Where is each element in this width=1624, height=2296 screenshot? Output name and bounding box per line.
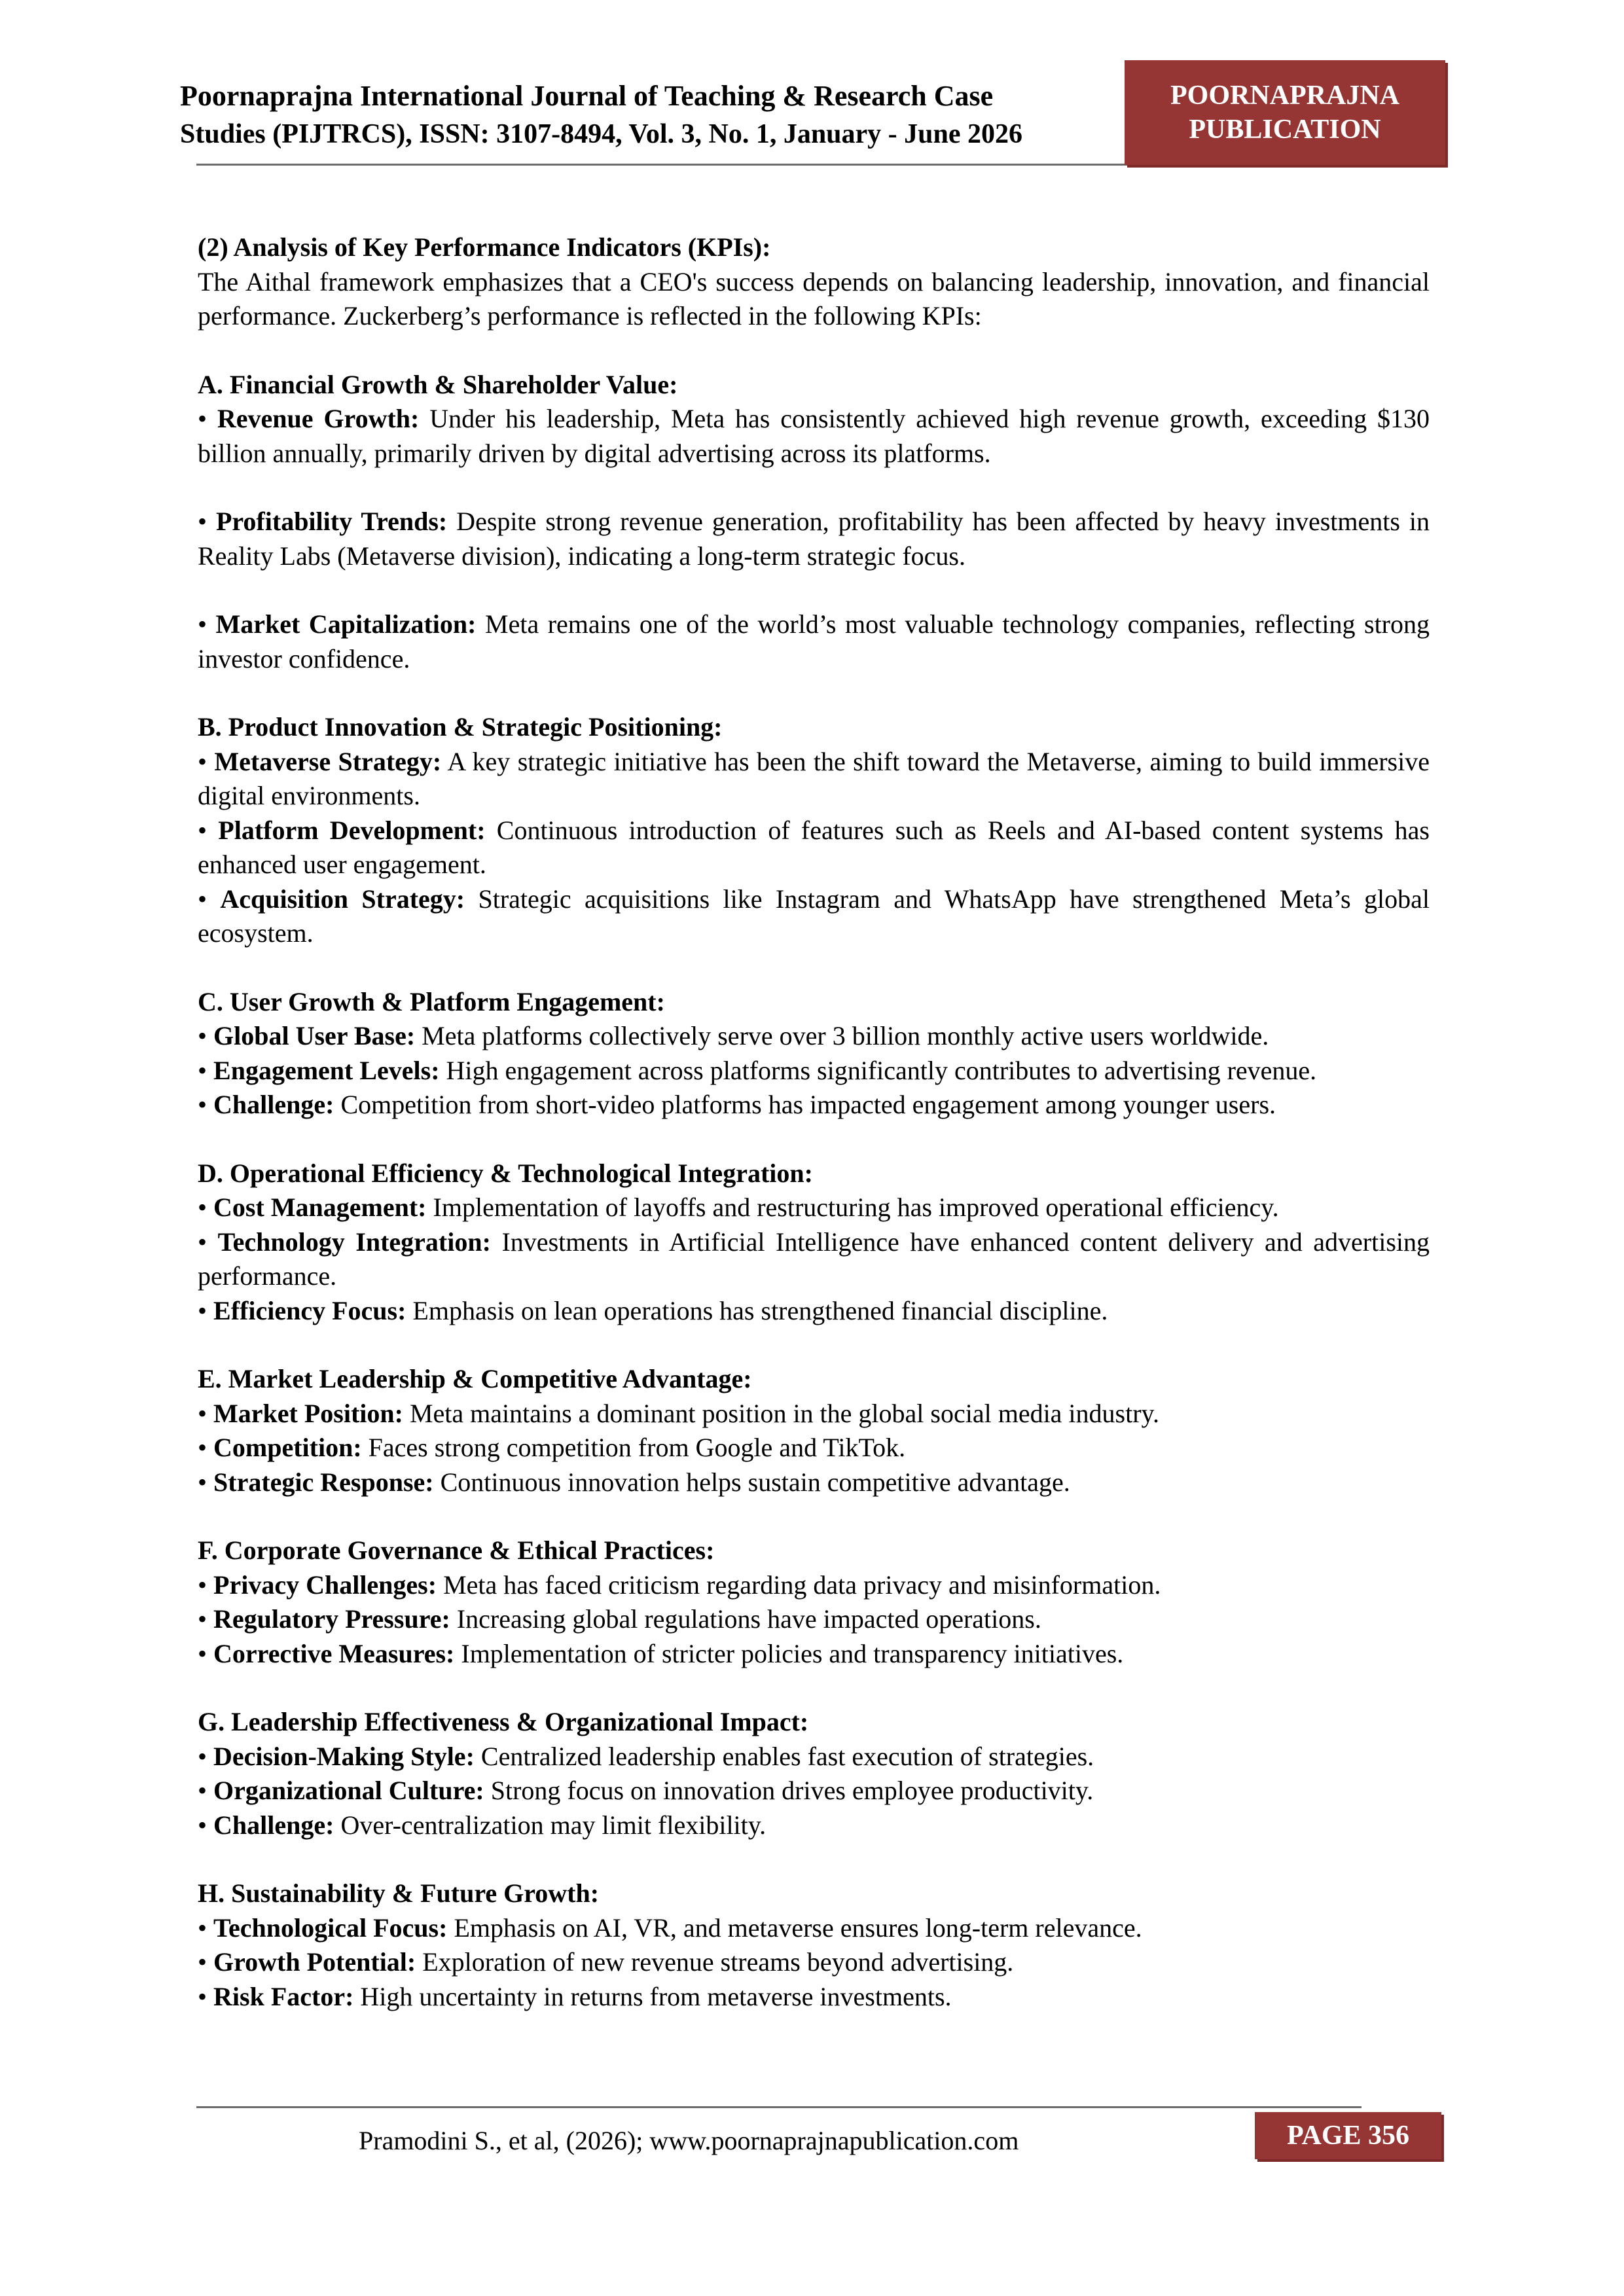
kpi-bullet: • Cost Management: Implementation of layoffs and restructuring has improved operational efficiency. xyxy=(198,1193,1279,1222)
kpi-label: Market Position: xyxy=(213,1398,403,1428)
kpi-bullet: • Challenge: Over-centralization may limit flexibility. xyxy=(198,1810,767,1840)
kpi-text: Implementation of stricter policies and transparency initiatives. xyxy=(454,1638,1124,1668)
kpi-bullet: • Metaverse Strategy: A key strategic initiative has been the shift toward the Metaverse, aiming to build immersive digital environments. xyxy=(198,746,1430,810)
kpi-text: Meta maintains a dominant position in the global social media industry. xyxy=(403,1398,1159,1428)
kpi-text: Strong focus on innovation drives employee productivity. xyxy=(484,1776,1094,1805)
kpi-bullet: • Technology Integration: Investments in Artificial Intelligence have enhanced content delivery and advertising performance. xyxy=(198,1227,1430,1291)
kpi-text: Investments in Artificial Intelligence have enhanced content delivery and advertising performance. xyxy=(198,1227,1430,1291)
subsection-heading: F. Corporate Governance & Ethical Practices: xyxy=(198,1535,715,1565)
kpi-text: Despite strong revenue generation, profitability has been affected by heavy investments in Reality Labs (Metaverse division), indicating a long-term strategic focus. xyxy=(198,507,1430,571)
kpi-bullet: • Regulatory Pressure: Increasing global regulations have impacted operations. xyxy=(198,1604,1041,1634)
kpi-text: Implementation of layoffs and restructuring has improved operational efficiency. xyxy=(426,1193,1279,1222)
kpi-text: Faces strong competition from Google and TikTok. xyxy=(361,1433,906,1462)
kpi-label: Acquisition Strategy: xyxy=(220,884,465,914)
kpi-bullet: • Privacy Challenges: Meta has faced criticism regarding data privacy and misinformation. xyxy=(198,1570,1161,1600)
kpi-label: Corrective Measures: xyxy=(213,1638,455,1668)
kpi-bullet: • Profitability Trends: Despite strong revenue generation, profitability has been affected by heavy investments in Reality Labs (Metaverse division), indicating a long-term strategic focus. xyxy=(198,507,1430,571)
journal-issn-volume: ISSN: 3107-8494, Vol. 3, No. 1, January - June 2026 xyxy=(412,119,1023,149)
section-title: (2) Analysis of Key Performance Indicators (KPIs): xyxy=(198,232,771,262)
intro-paragraph: The Aithal framework emphasizes that a CEO's success depends on balancing leadership, innovation, and financial performance. Zuckerberg’s performance is reflected in the following KPIs: xyxy=(198,266,1430,331)
kpi-label: Growth Potential: xyxy=(213,1947,416,1977)
kpi-bullet: • Global User Base: Meta platforms collectively serve over 3 billion monthly active users worldwide. xyxy=(198,1021,1269,1050)
journal-title-abbrev: Studies (PIJTRCS), xyxy=(180,119,412,149)
kpi-bullet: • Competition: Faces strong competition from Google and TikTok. xyxy=(198,1433,906,1462)
kpi-label: Organizational Culture: xyxy=(213,1776,484,1805)
kpi-label: Technological Focus: xyxy=(213,1912,448,1943)
footer-citation: Pramodini S., et al, (2026); www.poornaprajnapublication.com xyxy=(359,2126,1019,2155)
kpi-text: Under his leadership, Meta has consistently achieved high revenue growth, exceeding $130 billion annually, primarily driven by digital advertising across its platforms. xyxy=(198,404,1430,468)
kpi-bullet: • Market Capitalization: Meta remains one of the world’s most valuable technology companies, reflecting strong investor confidence. xyxy=(198,609,1430,673)
kpi-label: Metaverse Strategy: xyxy=(214,746,442,776)
kpi-label: Regulatory Pressure: xyxy=(213,1604,450,1634)
kpi-text: Increasing global regulations have impacted operations. xyxy=(450,1604,1041,1634)
kpi-label: Technology Integration: xyxy=(217,1227,491,1257)
kpi-text: High uncertainty in returns from metaverse investments. xyxy=(353,1981,952,2011)
kpi-text: Emphasis on AI, VR, and metaverse ensures long-term relevance. xyxy=(447,1912,1142,1943)
kpi-bullet: • Engagement Levels: High engagement across platforms significantly contributes to advertising revenue. xyxy=(198,1055,1317,1085)
kpi-bullet: • Acquisition Strategy: Strategic acquisitions like Instagram and WhatsApp have strengthened Meta’s global ecosystem. xyxy=(198,884,1430,948)
journal-title-line2 xyxy=(180,115,1149,153)
kpi-label: Strategic Response: xyxy=(213,1467,434,1497)
kpi-bullet: • Corrective Measures: Implementation of stricter policies and transparency initiatives. xyxy=(198,1638,1124,1668)
kpi-label: Privacy Challenges: xyxy=(213,1570,437,1600)
kpi-text: Centralized leadership enables fast execution of strategies. xyxy=(474,1741,1094,1771)
journal-title xyxy=(180,77,1149,153)
subsection-heading: H. Sustainability & Future Growth: xyxy=(198,1878,600,1908)
kpi-text: Meta remains one of the world’s most valuable technology companies, reflecting strong investor confidence. xyxy=(198,609,1430,673)
kpi-label: Revenue Growth: xyxy=(217,404,420,433)
kpi-text: High engagement across platforms significantly contributes to advertising revenue. xyxy=(439,1055,1317,1085)
kpi-label: Efficiency Focus: xyxy=(213,1295,406,1325)
kpi-label: Engagement Levels: xyxy=(213,1055,440,1085)
journal-title-line1: Poornaprajna International Journal of Teaching & Research Case xyxy=(180,80,994,112)
kpi-text: Continuous introduction of features such as Reels and AI-based content systems has enhanced user engagement. xyxy=(198,815,1430,879)
kpi-text: Continuous innovation helps sustain competitive advantage. xyxy=(433,1467,1070,1497)
publisher-badge-line2: PUBLICATION xyxy=(1189,115,1381,145)
publisher-badge-line1: POORNAPRAJNA xyxy=(1170,81,1399,111)
subsection-heading: A. Financial Growth & Shareholder Value: xyxy=(198,369,678,399)
kpi-bullet: • Market Position: Meta maintains a dominant position in the global social media industry. xyxy=(198,1398,1159,1428)
kpi-bullet: • Revenue Growth: Under his leadership, Meta has consistently achieved high revenue growth, exceeding $130 billion annually, primarily driven by digital advertising across its platforms. xyxy=(198,404,1430,468)
footer-divider xyxy=(196,2106,1362,2108)
subsection-heading: D. Operational Efficiency & Technological Integration: xyxy=(198,1158,813,1188)
kpi-text: A key strategic initiative has been the shift toward the Metaverse, aiming to build immersive digital environments. xyxy=(198,746,1430,810)
kpi-bullet: • Platform Development: Continuous introduction of features such as Reels and AI-based content systems has enhanced user engagement. xyxy=(198,815,1430,879)
kpi-label: Risk Factor: xyxy=(213,1981,354,2011)
kpi-label: Profitability Trends: xyxy=(215,507,448,536)
kpi-label: Challenge: xyxy=(213,1810,334,1840)
kpi-label: Decision-Making Style: xyxy=(213,1741,475,1771)
subsection-heading: B. Product Innovation & Strategic Positioning: xyxy=(198,712,723,742)
subsection-heading: G. Leadership Effectiveness & Organizational Impact: xyxy=(198,1707,809,1736)
kpi-bullet: • Challenge: Competition from short-video platforms has impacted engagement among younger users. xyxy=(198,1090,1276,1119)
publisher-badge xyxy=(1125,60,1445,165)
kpi-label: Platform Development: xyxy=(218,815,486,845)
kpi-text: Competition from short-video platforms has impacted engagement among younger users. xyxy=(334,1090,1276,1119)
kpi-text: Over-centralization may limit flexibility. xyxy=(334,1810,767,1840)
kpi-bullet: • Strategic Response: Continuous innovation helps sustain competitive advantage. xyxy=(198,1467,1070,1497)
subsection-heading: E. Market Leadership & Competitive Advantage: xyxy=(198,1364,752,1393)
kpi-bullet: • Decision-Making Style: Centralized leadership enables fast execution of strategies. xyxy=(198,1741,1094,1771)
kpi-label: Market Capitalization: xyxy=(215,609,477,639)
kpi-text: Strategic acquisitions like Instagram and WhatsApp have strengthened Meta’s global ecosystem. xyxy=(198,884,1430,948)
kpi-bullet: • Organizational Culture: Strong focus on innovation drives employee productivity. xyxy=(198,1776,1094,1805)
kpi-label: Global User Base: xyxy=(213,1021,416,1050)
kpi-text: Exploration of new revenue streams beyond advertising. xyxy=(416,1947,1014,1977)
article-body xyxy=(198,230,1430,2014)
kpi-label: Challenge: xyxy=(213,1090,334,1119)
kpi-text: Meta has faced criticism regarding data privacy and misinformation. xyxy=(437,1570,1161,1600)
subsection-heading: C. User Growth & Platform Engagement: xyxy=(198,986,665,1016)
kpi-label: Cost Management: xyxy=(213,1193,427,1222)
kpi-label: Competition: xyxy=(213,1433,362,1462)
kpi-text: Emphasis on lean operations has strengthened financial discipline. xyxy=(406,1295,1108,1325)
kpi-bullet: • Technological Focus: Emphasis on AI, VR, and metaverse ensures long-term relevance. xyxy=(198,1912,1142,1943)
kpi-bullet: • Efficiency Focus: Emphasis on lean operations has strengthened financial discipline. xyxy=(198,1295,1108,1325)
kpi-bullet: • Risk Factor: High uncertainty in returns from metaverse investments. xyxy=(198,1981,952,2011)
kpi-bullet: • Growth Potential: Exploration of new revenue streams beyond advertising. xyxy=(198,1947,1014,1977)
page-number-badge: PAGE 356 xyxy=(1255,2112,1441,2159)
kpi-text: Meta platforms collectively serve over 3 billion monthly active users worldwide. xyxy=(415,1021,1269,1050)
